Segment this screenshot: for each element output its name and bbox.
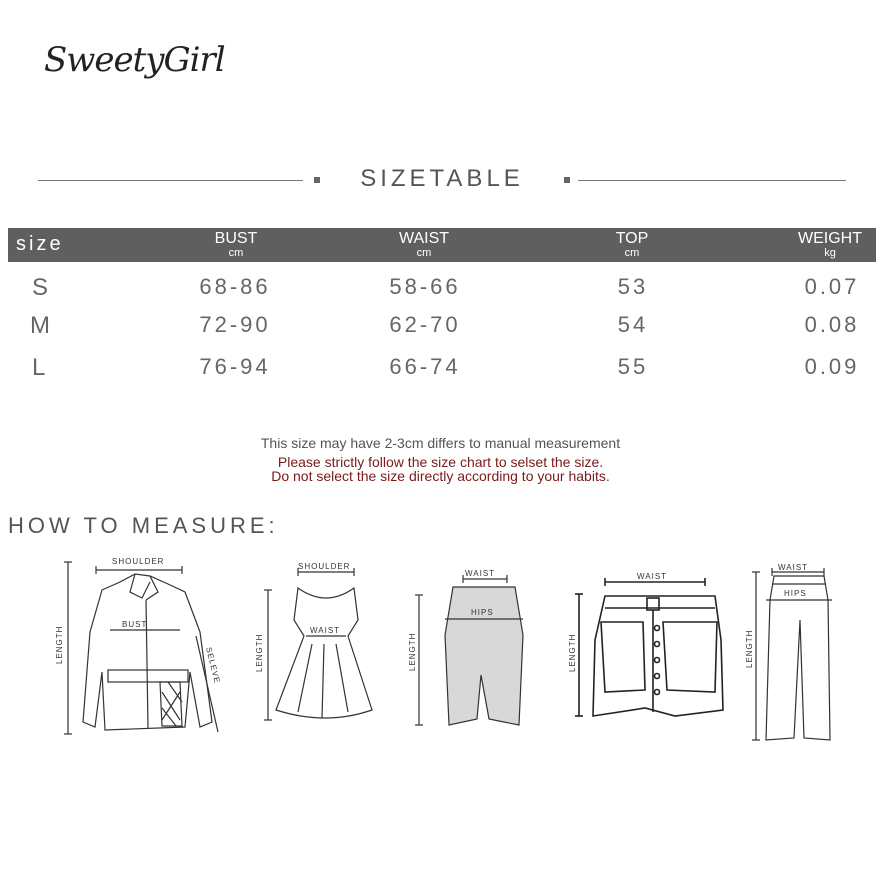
shoulder-label: SHOULDER	[298, 562, 351, 571]
length-label: LENGTH	[408, 632, 417, 671]
mini-skirt-icon	[565, 570, 735, 720]
pants-icon	[742, 560, 842, 745]
divider-dot-right	[564, 177, 570, 183]
section-title-row	[38, 165, 846, 195]
sleeve-label: SELEVE	[204, 646, 222, 685]
waist-label: WAIST	[778, 563, 809, 572]
row-bust: 76-94	[199, 354, 271, 379]
length-label: LENGTH	[55, 625, 64, 664]
hips-label: HIPS	[471, 608, 494, 617]
header-weight: WEIGHT kg	[798, 230, 862, 259]
table-row	[0, 274, 881, 304]
row-weight: 0.08	[804, 312, 860, 337]
warning-note-2: Do not select the size directly according to your habits.	[271, 468, 610, 484]
row-waist: 66-74	[389, 354, 461, 379]
row-bust: 72-90	[199, 312, 271, 337]
measurement-note: This size may have 2-3cm differs to manual measurement	[260, 435, 621, 451]
row-size: M	[30, 312, 50, 339]
table-row	[0, 312, 881, 342]
header-waist: WAIST cm	[398, 230, 450, 259]
waist-label: WAIST	[637, 572, 668, 581]
length-label: LENGTH	[745, 629, 754, 668]
how-to-measure-title: HOW TO MEASURE:	[8, 513, 279, 538]
header-top: TOP cm	[615, 230, 649, 259]
brand-logo: SweetyGirl	[44, 40, 225, 80]
header-bust: BUST cm	[214, 230, 258, 259]
length-label: LENGTH	[255, 633, 264, 672]
waist-label: WAIST	[465, 569, 496, 578]
row-top: 55	[617, 354, 649, 379]
table-header	[8, 228, 876, 262]
row-waist: 58-66	[389, 274, 461, 299]
skirt-icon	[405, 565, 525, 735]
hips-label: HIPS	[784, 589, 807, 598]
row-weight: 0.07	[804, 274, 860, 299]
section-title: SIZETABLE	[360, 165, 524, 192]
table-row	[0, 354, 881, 384]
jacket-icon	[50, 552, 230, 742]
row-weight: 0.09	[804, 354, 860, 379]
shoulder-label: SHOULDER	[112, 557, 165, 566]
divider-right	[578, 180, 846, 181]
waist-label: WAIST	[310, 626, 341, 635]
warning-note-1: Please strictly follow the size chart to selset the size.	[277, 454, 604, 470]
row-size: L	[32, 354, 46, 381]
row-top: 53	[617, 274, 649, 299]
length-label: LENGTH	[568, 633, 577, 672]
row-top: 54	[617, 312, 649, 337]
header-size: size	[16, 233, 64, 255]
row-bust: 68-86	[199, 274, 271, 299]
row-waist: 62-70	[389, 312, 461, 337]
bust-label: BUST	[122, 620, 148, 629]
dress-icon	[252, 560, 392, 730]
row-size: S	[32, 274, 49, 301]
